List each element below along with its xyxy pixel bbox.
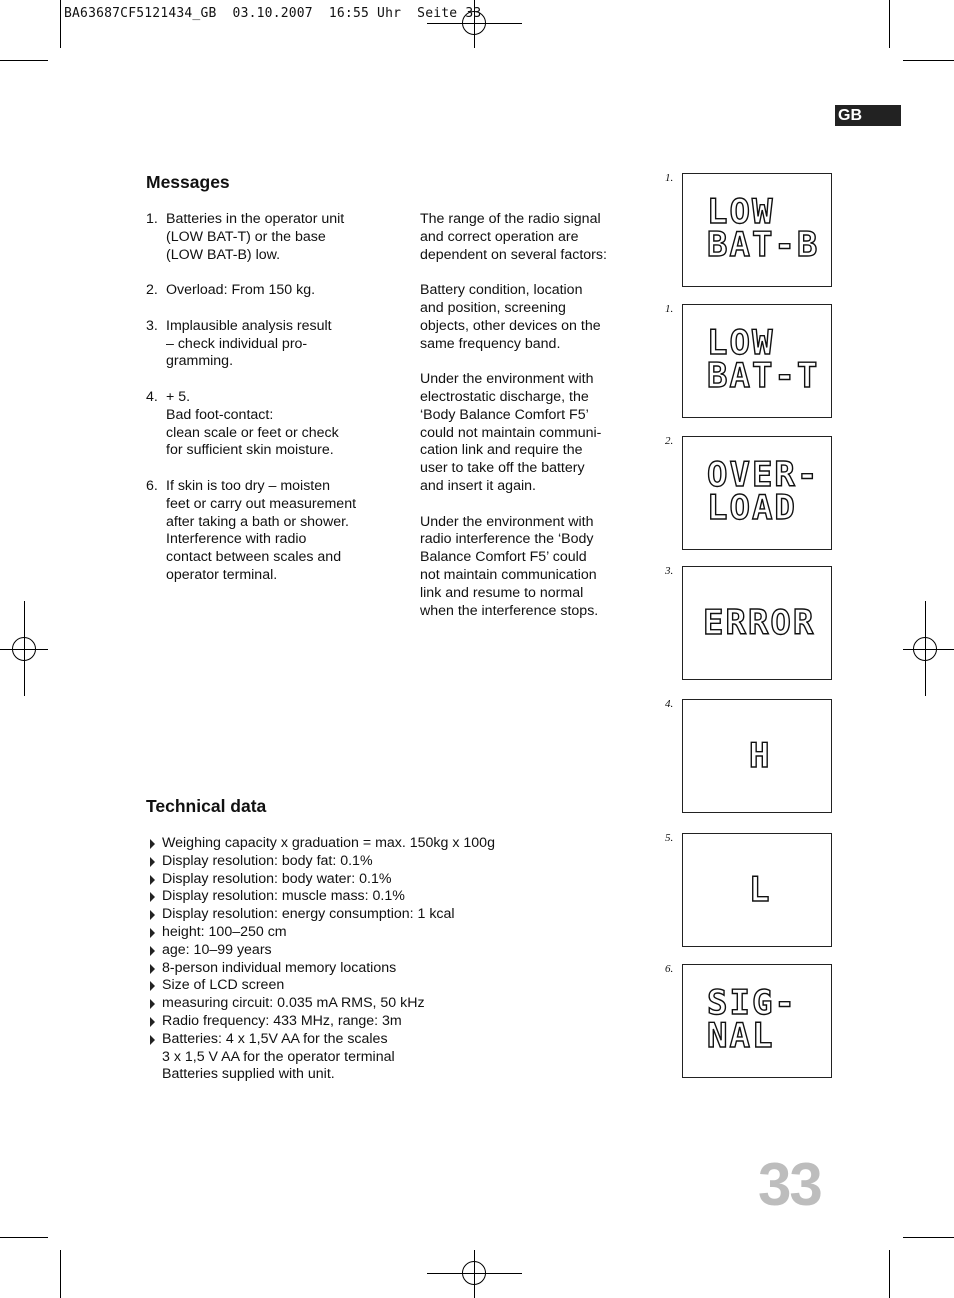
language-tab: GB — [835, 105, 901, 126]
lcd-display — [682, 566, 832, 680]
figure-label: 4. — [665, 698, 674, 710]
lcd-display — [682, 833, 832, 947]
paragraph-line: The range of the radio signal — [420, 211, 601, 227]
message-item — [146, 211, 406, 264]
paragraph-line: when the interference stops. — [420, 602, 599, 619]
message-number: 2. — [146, 282, 158, 299]
figure-label: 3. — [665, 565, 674, 577]
crop-mark — [60, 1250, 61, 1298]
paragraph-line: and insert it again. — [420, 477, 536, 494]
bullet-arrow-icon — [150, 1035, 155, 1045]
technical-heading: Technical data — [146, 796, 267, 816]
technical-item-text: age: 10–99 years — [162, 941, 272, 958]
paragraph-line: could not maintain communi- — [420, 424, 602, 441]
message-number: 3. — [146, 317, 158, 334]
message-number: 1. — [146, 211, 158, 227]
registration-circle — [12, 637, 36, 661]
message-line: operator terminal. — [166, 566, 278, 583]
lcd-text: L — [749, 870, 772, 910]
message-line: feet or carry out measurement — [166, 495, 357, 512]
technical-item — [146, 1031, 626, 1049]
radio-info-paragraph — [420, 211, 640, 264]
lcd-text: LOW BAT-B — [707, 192, 820, 265]
radio-info-paragraph — [420, 282, 640, 353]
message-line: after taking a bath or shower. — [166, 513, 349, 530]
figure-label: 1. — [665, 172, 674, 184]
technical-item-text: Batteries: 4 x 1,5V AA for the scales — [162, 1030, 388, 1047]
technical-item-text: Weighing capacity x graduation = max. 150kg x 100g — [162, 835, 495, 851]
lcd-text: ERROR — [703, 603, 816, 643]
paragraph-line: and correct operation are — [420, 228, 579, 245]
bullet-arrow-icon — [150, 999, 155, 1009]
paragraph-line: same frequency band. — [420, 335, 561, 352]
technical-item-text: height: 100–250 cm — [162, 923, 287, 940]
technical-list — [146, 835, 626, 1049]
radio-info-column — [420, 211, 640, 638]
bullet-arrow-icon — [150, 875, 155, 885]
message-line: + 5. — [166, 388, 191, 405]
crop-mark — [889, 1250, 890, 1298]
paragraph-line: radio interference the ‘Body — [420, 531, 594, 548]
technical-item-text: Radio frequency: 433 MHz, range: 3m — [162, 1012, 402, 1029]
technical-item — [146, 1013, 626, 1031]
crop-mark — [0, 60, 48, 61]
lcd-display — [682, 173, 832, 287]
print-header: BA63687CF5121434_GB 03.10.2007 16:55 Uhr Seite 33 — [64, 6, 482, 21]
crop-mark — [889, 0, 890, 48]
technical-continuation-line: 3 x 1,5 V AA for the operator terminal — [162, 1048, 395, 1065]
technical-item — [146, 835, 626, 853]
message-line: contact between scales and — [166, 549, 342, 566]
figure-label: 1. — [665, 303, 674, 315]
technical-item — [146, 942, 626, 960]
technical-item-text: 8-person individual memory locations — [162, 959, 397, 976]
technical-item-text: Display resolution: muscle mass: 0.1% — [162, 888, 405, 905]
radio-info-paragraph — [420, 371, 640, 496]
figure-label: 5. — [665, 832, 674, 844]
technical-continuation — [146, 1049, 626, 1085]
message-line: for sufficient skin moisture. — [166, 442, 334, 459]
paragraph-line: Battery condition, location — [420, 282, 583, 299]
message-line: (LOW BAT-T) or the base — [166, 228, 326, 245]
message-item — [146, 389, 406, 460]
figure-label: 6. — [665, 963, 674, 975]
paragraph-line: user to take off the battery — [420, 460, 585, 477]
paragraph-line: link and resume to normal — [420, 584, 584, 601]
crop-mark — [0, 1237, 48, 1238]
paragraph-line: electrostatic discharge, the — [420, 388, 589, 405]
lcd-display — [682, 699, 832, 813]
message-line: gramming. — [166, 353, 234, 370]
messages-list — [146, 211, 406, 585]
registration-circle — [913, 637, 937, 661]
bullet-arrow-icon — [150, 839, 155, 849]
message-line: If skin is too dry – moisten — [166, 477, 331, 494]
figure-label: 2. — [665, 435, 674, 447]
message-line: Overload: From 150 kg. — [166, 282, 316, 299]
technical-item — [146, 977, 626, 995]
registration-circle — [462, 1261, 486, 1285]
bullet-arrow-icon — [150, 1017, 155, 1027]
bullet-arrow-icon — [150, 964, 155, 974]
lcd-text: H — [749, 736, 772, 776]
paragraph-line: Under the environment with — [420, 513, 594, 530]
technical-item — [146, 871, 626, 889]
message-number: 4. — [146, 388, 158, 405]
paragraph-line: Balance Comfort F5’ could — [420, 549, 587, 566]
message-line: (LOW BAT-B) low. — [166, 246, 281, 263]
lcd-display — [682, 436, 832, 550]
technical-list-column — [146, 835, 626, 1084]
message-line: – check individual pro- — [166, 335, 308, 352]
crop-mark — [903, 1237, 954, 1238]
paragraph-line: not maintain communication — [420, 566, 597, 583]
message-line: Implausible analysis result — [166, 317, 332, 334]
paragraph-line: and position, screening — [420, 299, 566, 316]
technical-item — [146, 888, 626, 906]
lcd-text: OVER- LOAD — [707, 455, 820, 528]
technical-item-text: Display resolution: body water: 0.1% — [162, 870, 392, 887]
message-line: Interference with radio — [166, 531, 307, 548]
bullet-arrow-icon — [150, 928, 155, 938]
technical-item — [146, 924, 626, 942]
message-item — [146, 318, 406, 371]
paragraph-line: dependent on several factors: — [420, 246, 607, 263]
message-line: Bad foot-contact: — [166, 406, 274, 423]
lcd-display — [682, 304, 832, 418]
bullet-arrow-icon — [150, 892, 155, 902]
messages-heading: Messages — [146, 172, 230, 192]
technical-item-text: Display resolution: body fat: 0.1% — [162, 852, 373, 869]
technical-continuation-line: Batteries supplied with unit. — [162, 1066, 335, 1083]
paragraph-line: Under the environment with — [420, 371, 594, 388]
messages-list-column — [146, 211, 406, 603]
bullet-arrow-icon — [150, 910, 155, 920]
message-line: Batteries in the operator unit — [166, 211, 345, 227]
technical-item — [146, 995, 626, 1013]
bullet-arrow-icon — [150, 946, 155, 956]
bullet-arrow-icon — [150, 981, 155, 991]
message-item — [146, 282, 406, 300]
message-item — [146, 478, 406, 585]
crop-mark — [903, 60, 954, 61]
technical-item-text: Display resolution: energy consumption: 1 kcal — [162, 906, 455, 923]
paragraph-line: objects, other devices on the — [420, 317, 601, 334]
technical-item — [146, 906, 626, 924]
bullet-arrow-icon — [150, 857, 155, 867]
paragraph-line: cation link and require the — [420, 442, 583, 459]
technical-item-text: Size of LCD screen — [162, 977, 285, 994]
lcd-text: SIG- NAL — [707, 983, 797, 1056]
lcd-display — [682, 964, 832, 1078]
crop-mark — [60, 0, 61, 48]
page-number: 33 — [758, 1151, 821, 1218]
message-number: 6. — [146, 477, 158, 494]
technical-item-text: measuring circuit: 0.035 mA RMS, 50 kHz — [162, 995, 425, 1012]
radio-info-paragraph — [420, 514, 640, 621]
message-line: clean scale or feet or check — [166, 424, 339, 441]
lcd-text: LOW BAT-T — [707, 323, 820, 396]
paragraph-line: ‘Body Balance Comfort F5’ — [420, 406, 589, 423]
technical-item — [146, 853, 626, 871]
technical-item — [146, 960, 626, 978]
